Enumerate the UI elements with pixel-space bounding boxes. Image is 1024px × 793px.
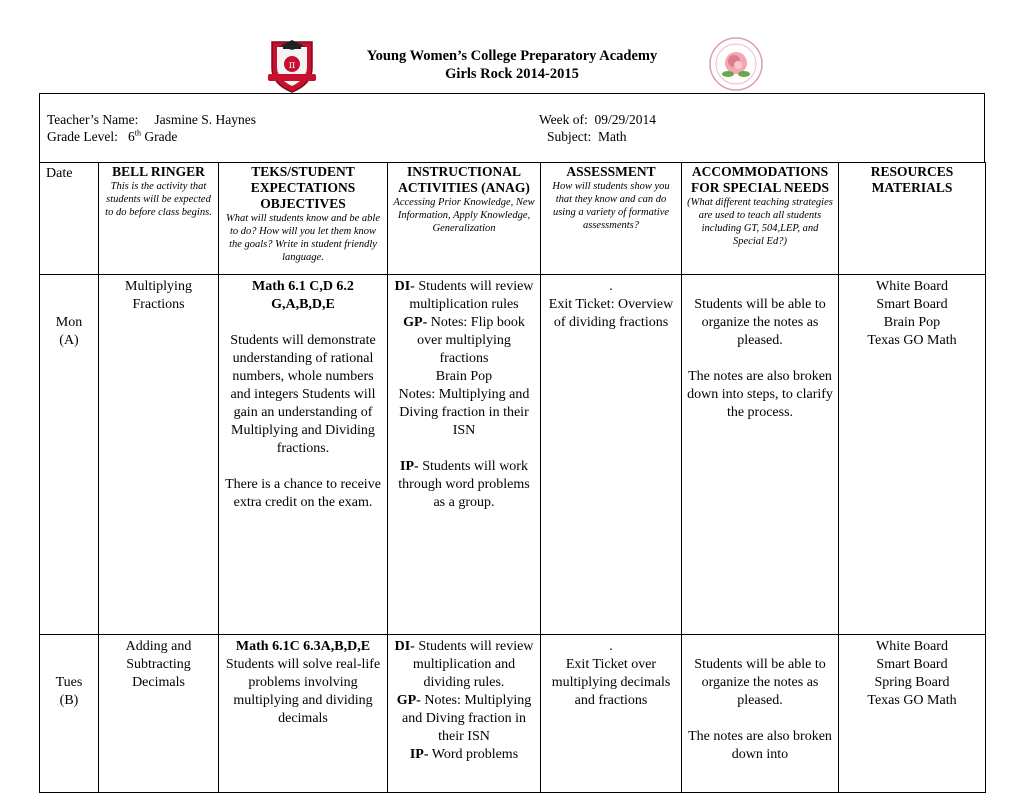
instructional-cell xyxy=(388,275,541,635)
ip-label: IP- xyxy=(400,459,419,474)
bell-ringer-title: BELL RINGER xyxy=(112,164,205,179)
teacher-line xyxy=(47,112,256,128)
resource-item: Smart Board xyxy=(876,657,948,672)
gp-label: GP- xyxy=(396,693,421,708)
accommodations-header xyxy=(682,163,839,275)
grade-suffix: th xyxy=(134,128,141,138)
bell-ringer-header xyxy=(99,163,219,275)
teks-cell xyxy=(219,635,388,793)
school-year-subtitle: Girls Rock 2014-2015 xyxy=(445,66,579,82)
accommodations-title: ACCOMMODATIONS FOR SPECIAL NEEDS xyxy=(690,164,830,195)
teks-cell xyxy=(219,275,388,635)
table-row xyxy=(40,275,986,635)
ip-label: IP- xyxy=(409,747,429,762)
di-label: DI- xyxy=(394,639,415,654)
resource-item: Spring Board xyxy=(874,675,950,690)
accommodations-text: Students will be able to organize the notes as pleased. xyxy=(694,297,826,348)
resources-cell xyxy=(839,635,986,793)
school-name: Young Women’s College Preparatory Academy xyxy=(366,48,658,64)
subject-value: Math xyxy=(598,129,627,144)
resource-item: Texas GO Math xyxy=(867,333,957,348)
day-block: (A) xyxy=(59,333,79,348)
day-name: Mon xyxy=(55,315,83,330)
ip-text: Students will work through word problems as a group. xyxy=(398,459,530,510)
week-value: 09/29/2014 xyxy=(594,112,657,127)
teks-header xyxy=(219,163,388,275)
resources-header xyxy=(839,163,986,275)
svg-text:π: π xyxy=(288,60,296,71)
di-text: Students will review multiplication and dividing rules. xyxy=(412,639,534,690)
subject-label: Subject: xyxy=(547,129,592,144)
accommodations-cell xyxy=(682,275,839,635)
day-name: Tues xyxy=(55,675,83,690)
resources-cell xyxy=(839,275,986,635)
grade-word: Grade xyxy=(144,129,178,144)
teks-objective: Students will demonstrate understanding of rational numbers, whole numbers and integers Students will gain an understanding of Multiplying and Dividing fractions. xyxy=(230,333,376,456)
gp-label: GP- xyxy=(403,315,428,330)
resource-item: Brain Pop xyxy=(883,315,941,330)
gp-text: Notes: Flip book over multiplying fractions xyxy=(417,315,525,366)
assessment-cell xyxy=(541,275,682,635)
teks-code: Math 6.1 C,D 6.2 G,A,B,D,E xyxy=(252,279,354,312)
brain-pop-line: Brain Pop xyxy=(435,369,493,384)
notes-line: Notes: Multiplying and Diving fraction in their ISN xyxy=(398,387,530,438)
week-line xyxy=(539,112,656,128)
teks-objective: Students will solve real-life problems involving multiplying and dividing decimals xyxy=(225,657,381,726)
day-cell xyxy=(40,635,99,793)
teacher-info-box xyxy=(39,93,985,163)
grade-line xyxy=(47,129,177,145)
resource-item: Texas GO Math xyxy=(867,693,957,708)
accommodations-note: The notes are also broken down into steps, to clarify the process. xyxy=(687,369,833,420)
instructional-title: INSTRUCTIONAL ACTIVITIES (ANAG) xyxy=(398,164,530,195)
accommodations-note: The notes are also broken down into xyxy=(688,729,832,762)
resource-item: White Board xyxy=(876,639,948,654)
teks-title: TEKS/STUDENT EXPECTATIONS OBJECTIVES xyxy=(250,164,356,211)
teks-code: Math 6.1C 6.3A,B,D,E xyxy=(235,639,371,654)
assessment-dot: . xyxy=(609,279,613,294)
gp-text: Notes: Multiplying and Diving fraction in their ISN xyxy=(401,693,532,744)
di-label: DI- xyxy=(394,279,415,294)
assessment-dot: . xyxy=(609,639,613,654)
teacher-label: Teacher’s Name: xyxy=(47,112,139,127)
di-text: Students will review multiplication rules xyxy=(409,279,534,312)
date-header: Date xyxy=(40,163,99,275)
subject-line xyxy=(547,129,627,145)
assessment-cell xyxy=(541,635,682,793)
accommodations-text: Students will be able to organize the notes as pleased. xyxy=(694,657,826,708)
assessment-text: Exit Ticket: Overview of dividing fractions xyxy=(548,297,674,330)
grade-label: Grade Level: xyxy=(47,129,118,144)
grade-number: 6 xyxy=(127,129,135,144)
assessment-text: Exit Ticket over multiplying decimals and fractions xyxy=(551,657,671,708)
table-row xyxy=(40,635,986,793)
accommodations-description: (What different teaching strategies are used to teach all students including GT, 504,LEP, and Special Ed?) xyxy=(687,197,833,247)
resources-title: RESOURCES MATERIALS xyxy=(870,164,954,195)
resource-item: White Board xyxy=(876,279,948,294)
assessment-description: How will students show you that they know and can do using a variety of formative assessments? xyxy=(552,181,670,231)
instructional-cell xyxy=(388,635,541,793)
ip-text: Word problems xyxy=(431,747,519,762)
resource-item: Smart Board xyxy=(876,297,948,312)
bell-ringer-description: This is the activity that students will be expected to do before class begins. xyxy=(105,181,212,218)
accommodations-cell xyxy=(682,635,839,793)
teacher-name: Jasmine S. Haynes xyxy=(154,112,257,127)
day-block: (B) xyxy=(59,693,79,708)
lesson-plan-table xyxy=(39,162,986,793)
teks-note: There is a chance to receive extra credit on the exam. xyxy=(225,477,381,510)
bell-ringer-cell: Multiplying Fractions xyxy=(99,275,219,635)
assessment-title: ASSESSMENT xyxy=(566,164,656,179)
week-label: Week of: xyxy=(539,112,588,127)
instructional-description: Accessing Prior Knowledge, New Information, Apply Knowledge, Generalization xyxy=(393,197,535,234)
bell-ringer-cell: Adding and Subtracting Decimals xyxy=(99,635,219,793)
table-header-row xyxy=(40,163,986,275)
teks-description: What will students know and be able to do? How will you let them know the goals? Write in student friendly language. xyxy=(226,213,380,263)
instructional-header xyxy=(388,163,541,275)
day-cell xyxy=(40,275,99,635)
assessment-header xyxy=(541,163,682,275)
